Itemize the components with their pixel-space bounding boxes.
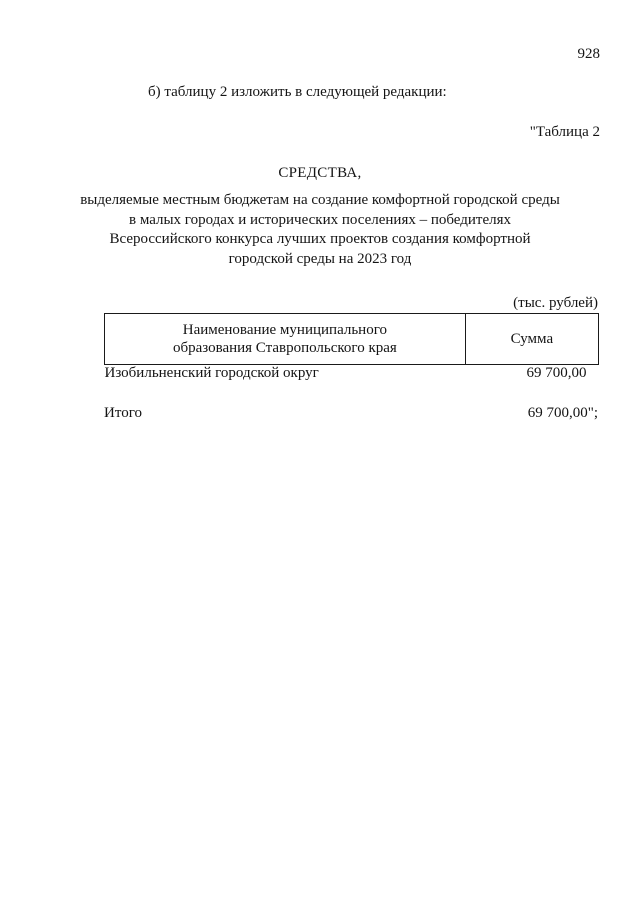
header-sum: Сумма bbox=[465, 314, 598, 365]
units-label: (тыс. рублей) bbox=[513, 295, 598, 311]
table-row bbox=[105, 365, 599, 388]
row-sum-value: 69 700,00 bbox=[526, 365, 587, 381]
total-label: Итого bbox=[104, 405, 142, 421]
amendment-intro: б) таблицу 2 изложить в следующей редакции: bbox=[148, 84, 447, 100]
document-subtitle: выделяемые местным бюджетам на создание комфортной городской среды в малых городах и исторических поселениях – победителях Всероссийского конкурса лучших проектов создания комфортной городской среды на 2023 год bbox=[80, 192, 560, 267]
funding-table bbox=[104, 313, 599, 387]
page-number: 928 bbox=[577, 46, 600, 62]
document-title: СРЕДСТВА, bbox=[278, 165, 362, 181]
row-municipality-name: Изобильненский городской округ bbox=[104, 365, 319, 381]
table-caption: "Таблица 2 bbox=[529, 124, 600, 140]
total-value: 69 700,00"; bbox=[527, 405, 598, 421]
table-header-row bbox=[105, 314, 599, 365]
header-municipality-label: Наименование муниципального образования Ставропольского края bbox=[172, 322, 397, 356]
header-municipality bbox=[105, 314, 466, 365]
